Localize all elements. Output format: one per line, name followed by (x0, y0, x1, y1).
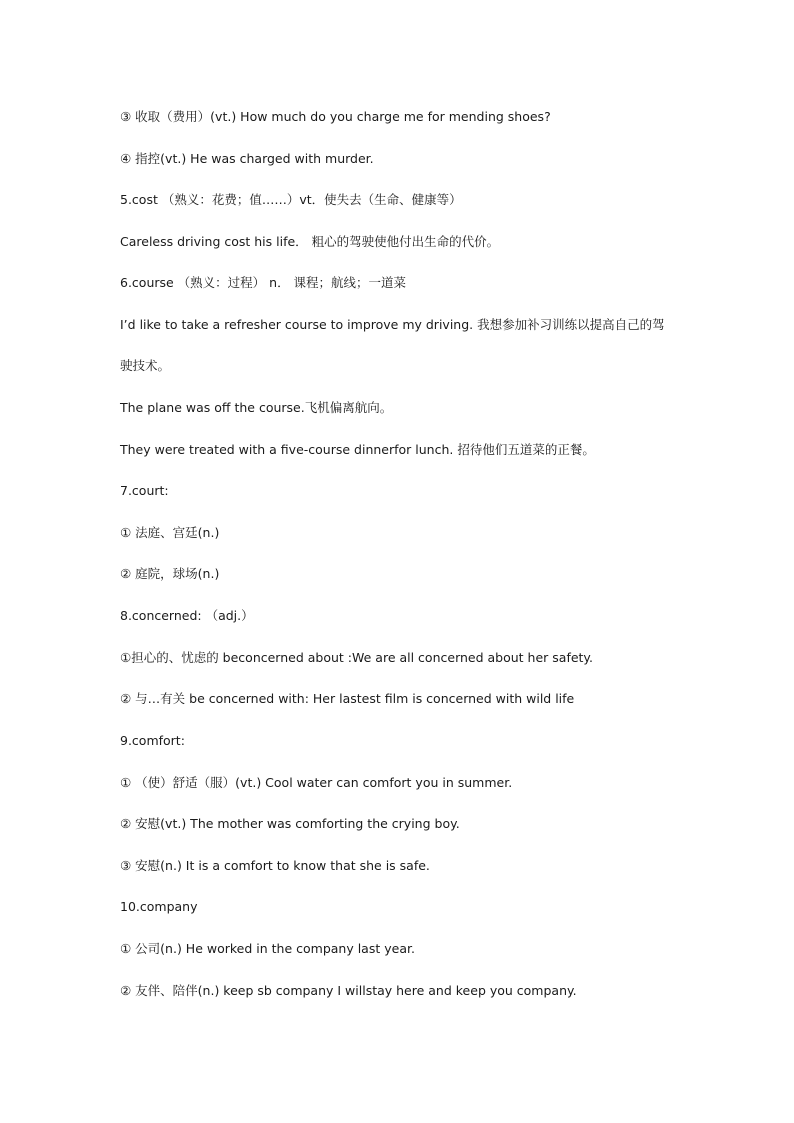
text-line: ② 安慰(vt.) The mother was comforting the crying boy. (120, 816, 460, 831)
text-line: 驶技术。 (120, 358, 171, 373)
text-line: ① 公司(n.) He worked in the company last year. (120, 941, 415, 956)
text-line: 8.concerned: （adj.） (120, 608, 254, 623)
text-line: 6.course （熟义：过程） n． 课程；航线；一道菜 (120, 275, 407, 290)
text-line: Careless driving cost his life． 粗心的驾驶使他付出生命的代价。 (120, 234, 500, 249)
text-line: ① 法庭、宫廷(n.) (120, 525, 220, 540)
text-line: 9.comfort: (120, 733, 185, 748)
text-line: ② 友伴、陪伴(n.) keep sb company I willstay here and keep you company. (120, 983, 577, 998)
text-line: ①担心的、忧虑的 beconcerned about :We are all concerned about her safety. (120, 650, 594, 665)
text-line: ③ 收取（费用）(vt.) How much do you charge me for mending shoes? (120, 109, 551, 124)
text-line: ① （使）舒适（服）(vt.) Cool water can comfort you in summer. (120, 775, 513, 790)
text-line: They were treated with a five-course dinnerfor lunch. 招待他们五道菜的正餐。 (120, 442, 595, 457)
text-line: ② 与…有关 be concerned with: Her lastest film is concerned with wild life (120, 691, 575, 706)
text-line: ② 庭院，球场(n.) (120, 566, 220, 581)
text-line: 10.company (120, 899, 198, 914)
text-line: ③ 安慰(n.) It is a comfort to know that she is safe. (120, 858, 430, 873)
text-line: 5.cost （熟义：花费；值……）vt．使失去（生命、健康等） (120, 192, 462, 207)
text-line: ④ 指控(vt.) He was charged with murder. (120, 151, 374, 166)
text-line: I’d like to take a refresher course to improve my driving. 我想参加补习训练以提高自己的驾 (120, 317, 665, 332)
text-line: 7.court: (120, 483, 169, 498)
text-line: The plane was off the course.飞机偏离航向。 (120, 400, 393, 415)
